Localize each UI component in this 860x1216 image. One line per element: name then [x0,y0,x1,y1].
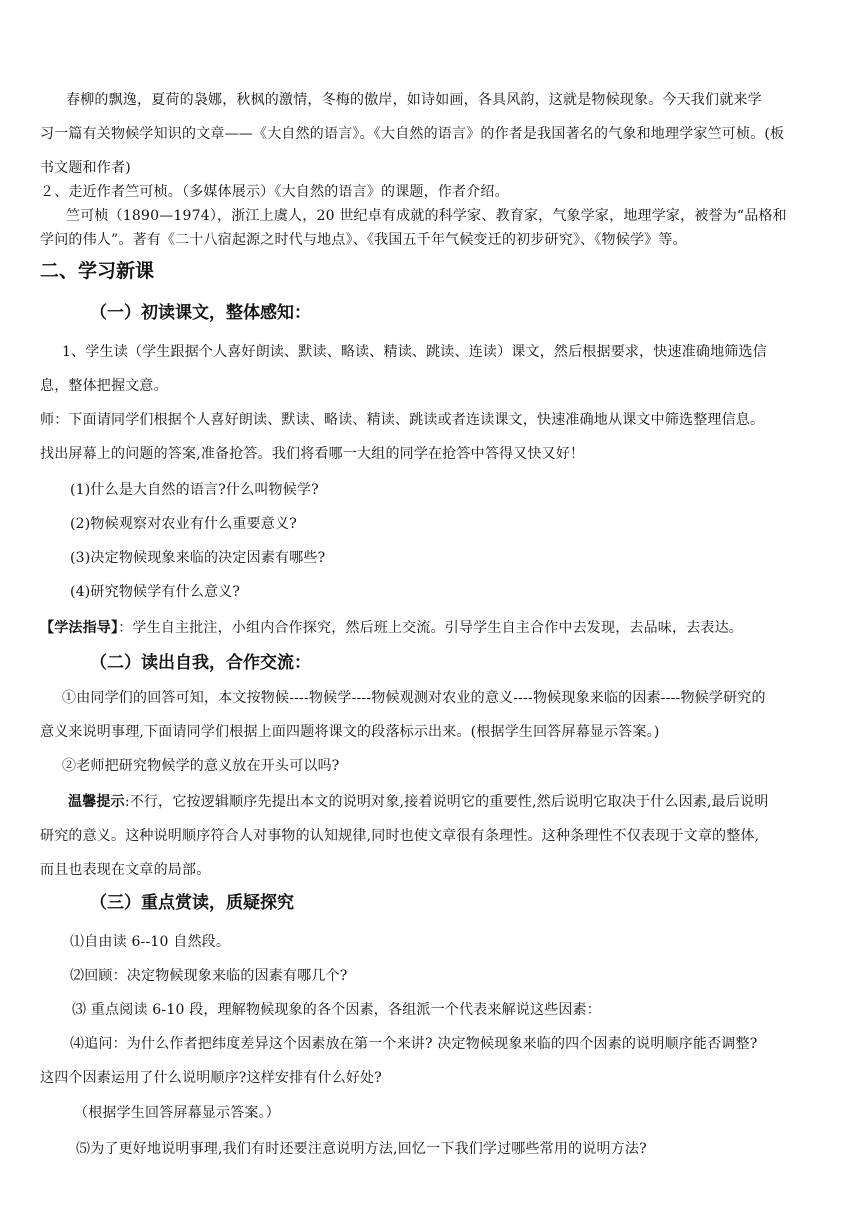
paragraph-line: 1、学生读（学生跟据个人喜好朗读、默读、略读、精读、跳读、连读）课文，然后根据要求，快速准确地筛选信 [62,344,767,360]
tip-line [68,793,768,811]
paragraph-line: 找出屏幕上的问题的答案,准备抢答。我们将看哪一大组的同学在抢答中答得又快又好！ [40,446,585,462]
task-item: ⑶ 重点阅读 6-10 段，理解物候现象的各个因素，各组派一个代表来解说这些因素： [72,1002,602,1018]
subsection-heading: （三）重点赏读，质疑探究 [90,893,294,913]
task-note: （根据学生回答屏幕显示答案。） [74,1105,280,1121]
question-item: (1)什么是大自然的语言?什么叫物候学? [70,482,319,498]
task-item: ⑸为了更好地说明事理,我们有时还要注意说明方法,回忆一下我们学过哪些常用的说明方法? [76,1141,647,1157]
tip-label: 温馨提示 [68,794,125,810]
question-item: (2)物候观察对农业有什么重要意义? [70,516,297,532]
author-bio-line: 竺可桢（1890—1974），浙江上虞人，20 世纪卓有成就的科学家、教育家，气象学家，地理学家，被誉为“品格和 [66,208,787,224]
question-item: (4)研究物候学有什么意义? [70,584,241,600]
tip-line: 研究的意义。这种说明顺序符合人对事物的认知规律,同时也使文章很有条理性。这种条理性不仅表现于文章的整体, [40,828,760,844]
section-heading: 二、学习新课 [40,260,155,282]
intro-paragraph-line: 习一篇有关物候学知识的文章——《大自然的语言》。《大自然的语言》的作者是我国著名的气象和地理学家竺可桢。(板 [40,126,785,142]
study-guide-label: 【学法指导】 [40,620,119,636]
question-item: (3)决定物候现象来临的决定因素有哪些? [70,550,326,566]
task-item: ⑷追问：为什么作者把纬度差异这个因素放在第一个来讲? 决定物候现象来临的四个因素的说明顺序能否调整? [70,1036,758,1052]
paragraph-line: ②老师把研究物候学的意义放在开头可以吗? [62,758,340,774]
task-item: ⑴自由读 6--10 自然段。 [70,934,231,950]
study-guide-line [40,619,743,637]
subsection-heading: （一）初读课文，整体感知： [90,303,311,323]
task-item: 这四个因素运用了什么说明顺序?这样安排有什么好处? [40,1070,383,1086]
paragraph-line: ①由同学们的回答可知，本文按物候----物候学----物候观测对农业的意义----物候现象来临的因素----物候学研究的 [62,690,766,706]
author-intro-line: ２、走近作者竺可桢。（多媒体展示）《大自然的语言》的课题，作者介绍。 [40,184,509,200]
subsection-heading: （二）读出自我，合作交流： [90,653,311,673]
intro-paragraph-line: 书文题和作者) [40,160,131,176]
paragraph-line: 师：下面请同学们根据个人喜好朗读、默读、略读、精读、跳读或者连读课文，快速准确地从课文中筛选整理信息。 [40,412,765,428]
tip-line: 而且也表现在文章的局部。 [40,862,211,878]
paragraph-line: 意义来说明事理,下面请同学们根据上面四题将课文的段落标示出来。(根据学生回答屏幕显示答案。) [40,724,660,740]
tip-text: :不行，它按逻辑顺序先提出本文的说明对象,接着说明它的重要性,然后说明它取决于什么因素,最后说明 [124,794,769,810]
task-item: ⑵回顾：决定物候现象来临的因素有哪几个? [70,968,348,984]
paragraph-line: 息，整体把握文意。 [40,378,168,394]
study-guide-text: ：学生自主批注，小组内合作探究，然后班上交流。引导学生自主合作中去发现，去品味，去表达。 [118,620,744,636]
intro-paragraph-line: 春柳的飘逸，夏荷的袅娜，秋枫的激情，冬梅的傲岸，如诗如画，各具风韵，这就是物候现象。今天我们就来学 [66,92,762,108]
author-bio-line: 学问的伟人”。著有《二十八宿起源之时代与地点》、《我国五千年气候变迁的初步研究》、《物候学》等。 [40,232,687,248]
